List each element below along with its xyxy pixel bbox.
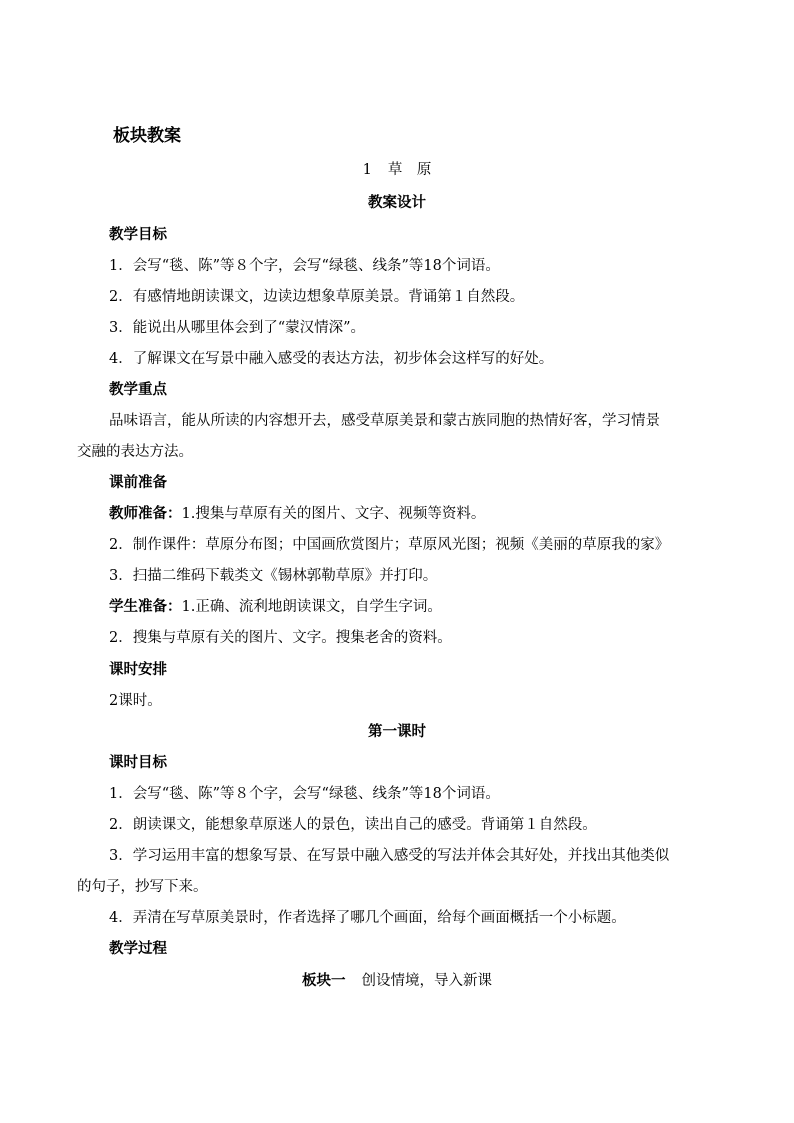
- class-goal-item-2: 2．朗读课文，能想象草原迷人的景色，读出自己的感受。背诵第１自然段。: [109, 817, 597, 833]
- teacher-prep-item-1: 1.搜集与草原有关的图片、文字、视频等资料。: [181, 506, 486, 522]
- teacher-prep-line-1: [109, 504, 485, 524]
- lesson-title: [0, 160, 794, 180]
- class-goal-item-4: 4．弄清在写草原美景时，作者选择了哪几个画面，给每个画面概括一个小标题。: [109, 910, 626, 926]
- schedule-value: 2课时。: [109, 693, 162, 709]
- lesson-name: 草 原: [387, 162, 432, 178]
- teacher-prep-item-3: 3．扫描二维码下载类文《锡林郭勒草原》并打印。: [109, 568, 438, 584]
- focus-text-line-2: 交融的表达方法。: [77, 444, 193, 460]
- block-1-heading: [0, 971, 794, 991]
- teacher-prep-item-2: 2．制作课件：草原分布图；中国画欣赏图片；草原风光图；视频《美丽的草原我的家》: [109, 537, 670, 553]
- class-goal-item-3-line-1: 3．学习运用丰富的想象写景、在写景中融入感受的写法并体会其好处，并找出其他类似: [109, 848, 670, 864]
- class-goal-item-3-line-2: 的句子，抄写下来。: [77, 879, 208, 895]
- teacher-prep-label: 教师准备：: [109, 505, 182, 522]
- document-heading: 板块教案: [113, 126, 181, 146]
- prep-label: 课前准备: [109, 474, 167, 491]
- goal-item-3: 3．能说出从哪里体会到了“蒙汉情深”。: [109, 320, 366, 336]
- class-goal-item-1: 1．会写“毯、陈”等８个字，会写“绿毯、线条”等18个词语。: [109, 786, 500, 802]
- goal-item-4: 4．了解课文在写景中融入感受的表达方法，初步体会这样写的好处。: [109, 351, 554, 367]
- process-label: 教学过程: [109, 940, 167, 957]
- schedule-label: 课时安排: [109, 661, 167, 678]
- goal-item-2: 2．有感情地朗读课文，边读边想象草原美景。背诵第１自然段。: [109, 289, 525, 305]
- goal-item-1: 1．会写“毯、陈”等８个字，会写“绿毯、线条”等18个词语。: [109, 258, 500, 274]
- student-prep-item-1: 1.正确、流利地朗读课文，自学生字词。: [181, 599, 442, 615]
- student-prep-label: 学生准备：: [109, 598, 182, 615]
- design-title: 教案设计: [368, 194, 426, 211]
- block-1-label: 板块一: [302, 972, 346, 989]
- focus-text-line-1: 品味语言，能从所读的内容想开去，感受草原美景和蒙古族同胞的热情好客，学习情景: [109, 413, 660, 429]
- class-goals-label: 课时目标: [109, 754, 167, 771]
- block-1-title: 创设情境，导入新课: [361, 973, 492, 989]
- focus-label: 教学重点: [109, 381, 167, 398]
- first-class-title: 第一课时: [368, 723, 426, 740]
- student-prep-item-2: 2．搜集与草原有关的图片、文字。搜集老舍的资料。: [109, 630, 452, 646]
- student-prep-line-1: [109, 597, 442, 617]
- goals-label: 教学目标: [109, 226, 167, 243]
- lesson-number: 1: [362, 162, 372, 178]
